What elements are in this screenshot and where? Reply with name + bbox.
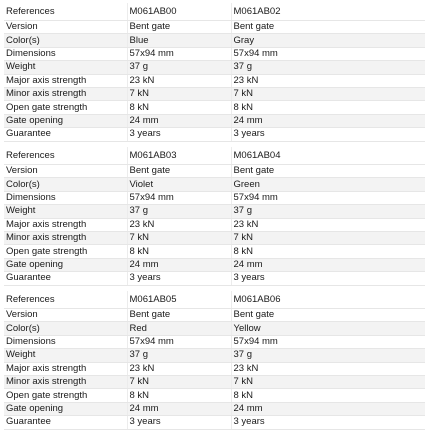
row-label: Open gate strength (4, 245, 127, 258)
cell-value: 23 kN (127, 362, 231, 375)
cell-value: 37 g (127, 61, 231, 74)
row-label: Minor axis strength (4, 87, 127, 100)
row-label: Major axis strength (4, 362, 127, 375)
table-row (4, 47, 425, 60)
table-row (4, 114, 425, 127)
table-header-row (4, 291, 425, 309)
cell-value: 3 years (231, 416, 425, 429)
table-row (4, 34, 425, 47)
table-header-row (4, 3, 425, 21)
row-label: Color(s) (4, 34, 127, 47)
cell-value: 8 kN (231, 101, 425, 114)
cell-value: 24 mm (231, 258, 425, 271)
cell-value: 57x94 mm (127, 47, 231, 60)
row-label: Dimensions (4, 191, 127, 204)
cell-value: 7 kN (231, 375, 425, 388)
cell-value: 3 years (127, 128, 231, 141)
cell-value: 8 kN (231, 245, 425, 258)
cell-value: 24 mm (231, 402, 425, 415)
cell-value: 57x94 mm (231, 47, 425, 60)
cell-value: 37 g (231, 61, 425, 74)
cell-value: 37 g (231, 205, 425, 218)
cell-value: Gray (231, 34, 425, 47)
table-row (4, 87, 425, 100)
table-row (4, 375, 425, 388)
table-row (4, 178, 425, 191)
cell-value: 23 kN (231, 74, 425, 87)
references-label: References (4, 147, 127, 165)
cell-value: 23 kN (231, 218, 425, 231)
cell-value: 23 kN (127, 218, 231, 231)
cell-value: Yellow (231, 322, 425, 335)
row-label: Weight (4, 61, 127, 74)
row-label: Color(s) (4, 322, 127, 335)
row-label: Open gate strength (4, 101, 127, 114)
cell-value: 24 mm (127, 258, 231, 271)
cell-value: Violet (127, 178, 231, 191)
cell-value: 7 kN (231, 87, 425, 100)
cell-value: 7 kN (127, 87, 231, 100)
row-label: Major axis strength (4, 74, 127, 87)
cell-value: 24 mm (231, 114, 425, 127)
cell-value: 8 kN (127, 389, 231, 402)
cell-value: 37 g (127, 349, 231, 362)
references-label: References (4, 3, 127, 21)
row-label: Guarantee (4, 128, 127, 141)
model-reference: M061AB05 (127, 291, 231, 309)
cell-value: Red (127, 322, 231, 335)
table-row (4, 416, 425, 429)
table-row (4, 349, 425, 362)
cell-value: 7 kN (231, 231, 425, 244)
row-label: Minor axis strength (4, 375, 127, 388)
table-row (4, 74, 425, 87)
cell-value: 23 kN (231, 362, 425, 375)
row-label: Minor axis strength (4, 231, 127, 244)
table-row (4, 335, 425, 348)
cell-value: Green (231, 178, 425, 191)
cell-value: 37 g (231, 349, 425, 362)
cell-value: 57x94 mm (127, 335, 231, 348)
row-label: Open gate strength (4, 389, 127, 402)
table-row (4, 128, 425, 141)
row-label: Weight (4, 349, 127, 362)
cell-value: 24 mm (127, 114, 231, 127)
model-reference: M061AB03 (127, 147, 231, 165)
cell-value: 8 kN (127, 101, 231, 114)
spec-table-2 (4, 147, 425, 286)
row-label: Version (4, 21, 127, 34)
cell-value: Bent gate (231, 309, 425, 322)
row-label: Major axis strength (4, 218, 127, 231)
row-label: Gate opening (4, 114, 127, 127)
cell-value: 3 years (231, 272, 425, 285)
table-row (4, 272, 425, 285)
cell-value: Bent gate (231, 165, 425, 178)
cell-value: 57x94 mm (231, 191, 425, 204)
row-label: Gate opening (4, 402, 127, 415)
table-row (4, 389, 425, 402)
row-label: Guarantee (4, 272, 127, 285)
table-row (4, 21, 425, 34)
table-row (4, 61, 425, 74)
table-row (4, 101, 425, 114)
cell-value: 7 kN (127, 231, 231, 244)
cell-value: 3 years (231, 128, 425, 141)
table-row (4, 322, 425, 335)
cell-value: 23 kN (127, 74, 231, 87)
table-row (4, 309, 425, 322)
cell-value: Bent gate (127, 21, 231, 34)
references-label: References (4, 291, 127, 309)
row-label: Color(s) (4, 178, 127, 191)
model-reference: M061AB00 (127, 3, 231, 21)
cell-value: 8 kN (231, 389, 425, 402)
table-row (4, 231, 425, 244)
row-label: Version (4, 309, 127, 322)
model-reference: M061AB06 (231, 291, 425, 309)
spec-table-1 (4, 3, 425, 142)
spec-table-3 (4, 291, 425, 430)
cell-value: 7 kN (127, 375, 231, 388)
model-reference: M061AB04 (231, 147, 425, 165)
cell-value: Bent gate (127, 165, 231, 178)
table-row (4, 205, 425, 218)
cell-value: 37 g (127, 205, 231, 218)
row-label: Dimensions (4, 335, 127, 348)
cell-value: 3 years (127, 416, 231, 429)
table-row (4, 165, 425, 178)
table-row (4, 191, 425, 204)
table-row (4, 245, 425, 258)
cell-value: Bent gate (231, 21, 425, 34)
cell-value: 8 kN (127, 245, 231, 258)
row-label: Version (4, 165, 127, 178)
cell-value: 3 years (127, 272, 231, 285)
row-label: Dimensions (4, 47, 127, 60)
table-row (4, 402, 425, 415)
table-row (4, 362, 425, 375)
row-label: Weight (4, 205, 127, 218)
row-label: Gate opening (4, 258, 127, 271)
cell-value: 57x94 mm (127, 191, 231, 204)
table-row (4, 218, 425, 231)
cell-value: 24 mm (127, 402, 231, 415)
row-label: Guarantee (4, 416, 127, 429)
cell-value: Blue (127, 34, 231, 47)
table-header-row (4, 147, 425, 165)
table-row (4, 258, 425, 271)
cell-value: 57x94 mm (231, 335, 425, 348)
cell-value: Bent gate (127, 309, 231, 322)
model-reference: M061AB02 (231, 3, 425, 21)
